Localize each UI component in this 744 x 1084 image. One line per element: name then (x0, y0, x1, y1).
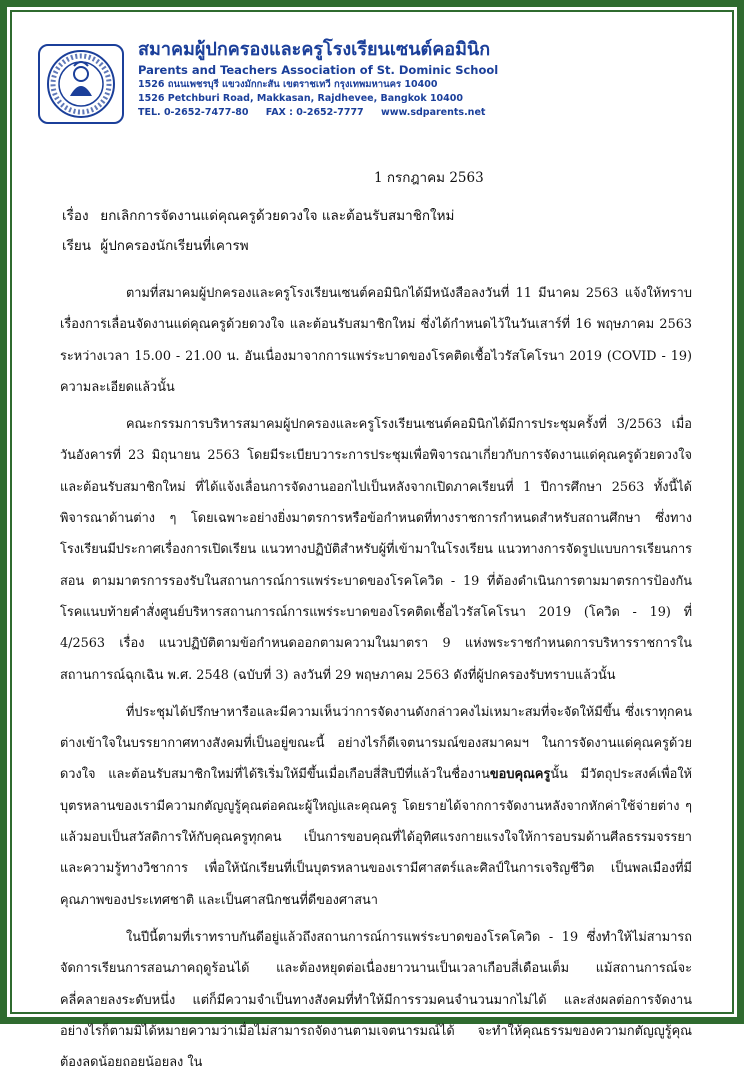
association-logo (38, 44, 124, 124)
paragraph-1: ตามที่สมาคมผู้ปกครองและครูโรงเรียนเซนต์คอมินิกได้มีหนังสือลงวันที่ 11 มีนาคม 2563 แจ้งให้ทราบเรื่องการเลื่อนจัดงานแด่คุณครูด้วยดวงใจ และต้อนรับสมาชิกใหม่ ซึ่งได้กำหนดไว้ในวันเสาร์ที่ 16 พฤษภาคม 2563 ระหว่างเวลา 15.00 - 21.00 น. อันเนื่องมาจากการแพร่ระบาดของโรคติดเชื้อไวรัสโคโรนา 2019 (COVID - 19) ความละเอียดแล้วนั้น (60, 286, 692, 395)
telephone: TEL. 0-2652-7477-80 (138, 107, 249, 118)
address-english: 1526 Petchburi Road, Makkasan, Rajdhevee, Bangkok 10400 (138, 93, 463, 104)
salutation-line (62, 234, 249, 256)
paragraph-3-text-a: ที่ประชุมได้ปรึกษาหารือและมีความเห็นว่าการจัดงานดังกล่าวคงไม่เหมาะสมที่จะจัดให้มีขึ้น ซึ่งเราทุกคนต่างเข้าใจในบรรยากาศทางสังคมที่เป็นอยู่ขณะนี้ อย่างไรก็ดีเจตนารมณ์ของสมาคมฯ ในการจัดงานแด่คุณครูด้วยดวงใจ และต้อนรับสมาชิกใหม่ที่ได้ริเริ่มให้มีขึ้นเมื่อเกือบสี่สิบปีที่แล้วในชื่องาน (60, 704, 692, 783)
org-name-thai: สมาคมผู้ปกครองและครูโรงเรียนเซนต์คอมินิก (138, 39, 491, 60)
paragraph-3-emphasis: ขอบคุณครู (489, 767, 551, 783)
salutation-label: เรียน (62, 238, 92, 254)
subject-text: ยกเลิกการจัดงานแด่คุณครูด้วยดวงใจ และต้อนรับสมาชิกใหม่ (100, 208, 455, 224)
letter-date: 1 กรกฎาคม 2563 (374, 170, 484, 186)
letterhead (138, 38, 499, 120)
association-seal-icon (40, 46, 122, 122)
subject-line (62, 204, 454, 226)
website-link[interactable]: www.sdparents.net (380, 107, 486, 118)
letter-body (60, 278, 692, 1084)
fax: FAX : 0-2652-7777 (265, 107, 364, 118)
paragraph-3-text-b: นั้น มีวัตถุประสงค์เพื่อให้บุตรหลานของเรามีความกตัญญูรู้คุณต่อคณะผู้ใหญ่และคุณครู โดยรายได้จากการจัดงานหลังจากหักค่าใช้จ่ายต่าง ๆ แล้วมอบเป็นสวัสดิการให้กับคุณครูทุกคน เป็นการขอบคุณที่ได้อุทิศแรงกายแรงใจให้การอบรมด้านศีลธรรมจรรยา และความรู้ทางวิชาการ เพื่อให้นักเรียนที่เป็นบุตรหลานของเรามีศาสตร์และศิลป์ในการเจริญชีวิต เป็นพลเมืองที่มีคุณภาพของประเทศชาติ และเป็นศาสนิกชนที่ดีของศาสนา (60, 767, 692, 908)
address-thai: 1526 ถนนเพชรบุรี แขวงมักกะสัน เขตราชเทวี กรุงเทพมหานคร 10400 (138, 79, 438, 90)
paragraph-4: ในปีนี้ตามที่เราทราบกันดีอยู่แล้วถึงสถานการณ์การแพร่ระบาดของโรคโควิด - 19 ซึ่งทำให้ไม่สามารถจัดการเรียนการสอนภาคฤดูร้อนได้ และต้องหยุดต่อเนื่องยาวนานเป็นเวลาเกือบสี่เดือนเต็ม แม้สถานการณ์จะคลี่คลายลงระดับหนึ่ง แต่ก็มีความจำเป็นทางสังคมที่ทำให้มีการรวมคนจำนวนมากไม่ได้ และส่งผลต่อการจัดงาน อย่างไรก็ตามมิได้หมายความว่าเมื่อไม่สามารถจัดงานตามเจตนารมณ์ได้ จะทำให้คุณธรรมของความกตัญญูรู้คุณต้องลดน้อยถอยน้อยลง ใน (60, 929, 692, 1071)
contact-line (138, 106, 499, 120)
org-name-english: Parents and Teachers Association of St. Dominic School (138, 63, 499, 77)
paragraph-2: คณะกรรมการบริหารสมาคมผู้ปกครองและครูโรงเรียนเซนต์คอมินิกได้มีการประชุมครั้งที่ 3/2563 เมื่อวันอังคารที่ 23 มิถุนายน 2563 โดยมีระเบียบวาระการประชุมเพื่อพิจารณาเกี่ยวกับการจัดงานแด่คุณครูด้วยดวงใจ และต้อนรับสมาชิกใหม่ ที่ได้แจ้งเลื่อนการจัดงานออกไปเป็นหลังจากเปิดภาคเรียนที่ 1 ปีการศึกษา 2563 ทั้งนี้ได้พิจารณาด้านต่าง ๆ โดยเฉพาะอย่างยิ่งมาตรการหรือข้อกำหนดที่ทางราชการกำหนดสำหรับสถานศึกษา ซึ่งทางโรงเรียนมีประกาศเรื่องการเปิดเรียน แนวทางปฏิบัติสำหรับผู้ที่เข้ามาในโรงเรียน แนวทางการจัดรูปแบบการเรียนการสอน ตามมาตรการรองรับในสถานการณ์การแพร่ระบาดของโรคโควิด - 19 ที่ต้องดำเนินการตามมาตรการป้องกันโรคแนบท้ายคำสั่งศูนย์บริหารสถานการณ์การแพร่ระบาดของโรคติดเชื้อไวรัสโคโรนา 2019 (โควิด - 19) ที่ 4/2563 เรื่อง แนวปฏิบัติตามข้อกำหนดออกตามความในมาตรา 9 แห่งพระราชกำหนดการบริหารราชการในสถานการณ์ฉุกเฉิน พ.ศ. 2548 (ฉบับที่ 3) ลงวันที่ 29 พฤษภาคม 2563 ดังที่ผู้ปกครองรับทราบแล้วนั้น (60, 417, 692, 683)
subject-label: เรื่อง (62, 208, 89, 224)
paragraph-3 (60, 697, 692, 916)
salutation-text: ผู้ปกครองนักเรียนที่เคารพ (100, 238, 249, 254)
